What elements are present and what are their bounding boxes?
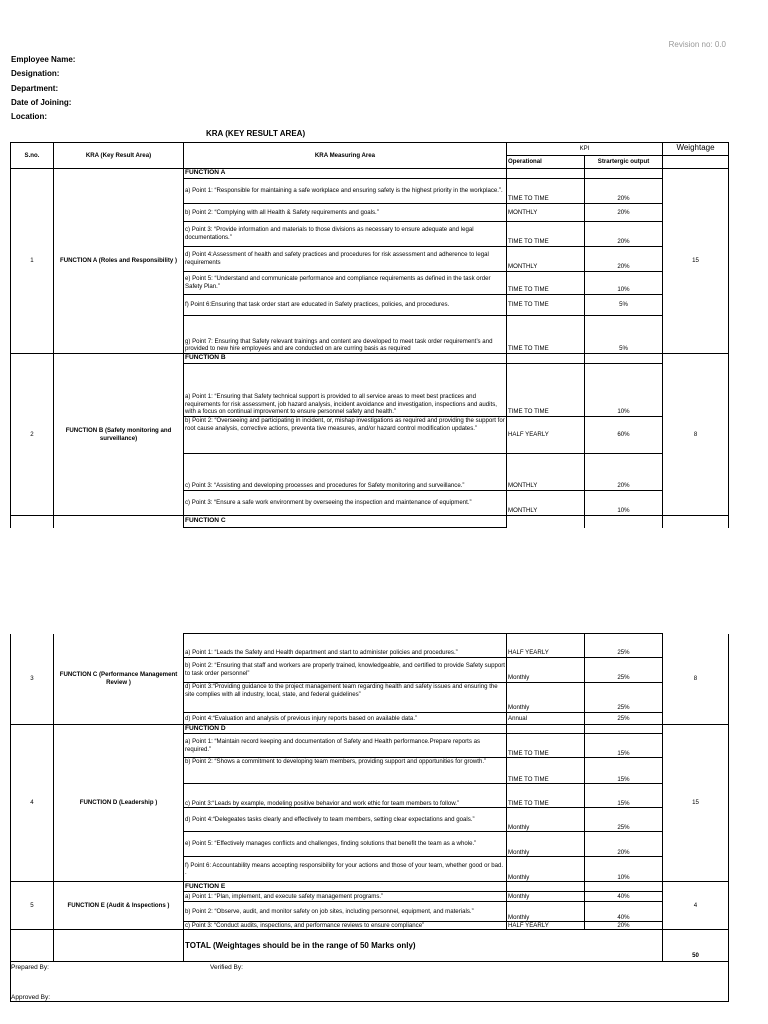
kpi-operational: TIME TO TIME (507, 179, 585, 204)
kpi-operational: Monthly (507, 808, 585, 832)
col-header-weightage: Weightage (663, 143, 729, 156)
kpi-strategic: 5% (585, 295, 663, 316)
kra-point: a) Point 1: “Ensuring that Safety technical support is provided to all service areas to meet best practices and requirements for risk assessment, job hazard analysis, incident avoidance and investigation, inspections and audits, with a focus on continual improvement to ensure personnel safety and health.” (184, 364, 507, 417)
function-name: FUNCTION A (Roles and Responsibility ) (54, 169, 184, 354)
kpi-strategic: 15% (585, 758, 663, 784)
date-of-joining-label: Date of Joining: (11, 98, 72, 107)
function-name: FUNCTION B (Safety monitoring and surveillance) (54, 354, 184, 516)
kra-point: d) Point 4:Assessment of health and safety practices and procedures for risk assessment and adherence to legal requirements (184, 247, 507, 272)
total-label: TOTAL (Weightages should be in the range of 50 Marks only) (184, 930, 663, 962)
kra-point: a) Point 1: “Responsible for maintaining a safe workplace and ensuring safety is the highest priority in the workplace.”. (184, 179, 507, 204)
col-header-operational: Operational (507, 156, 585, 169)
kra-point: a) Point 1: “Maintain record keeping and documentation of Safety and Health performance.Prepare reports as required.” (184, 734, 507, 758)
row-weightage: 15 (663, 169, 729, 354)
function-header: FUNCTION B (184, 354, 507, 364)
kpi-strategic: 10% (585, 491, 663, 516)
kpi-strategic: 20% (585, 832, 663, 857)
function-header: FUNCTION D (184, 725, 507, 734)
kra-point: b) Point 2: “Observe, audit, and monitor safety on job sites, including personnel, equipment, and materials.” (184, 902, 507, 922)
kra-point: a) Point 1: “Leads the Safety and Health department and start to administer policies and procedures.” (184, 634, 507, 658)
kpi-strategic: 15% (585, 734, 663, 758)
kra-table-page-2 (10, 633, 729, 1002)
prepared-by-label: Prepared By: (11, 964, 49, 972)
kra-point: d) Point 4:“Evaluation and analysis of previous injury reports based on available data.” (184, 713, 507, 725)
col-header-kpi: KPI (507, 143, 663, 156)
kpi-strategic: 25% (585, 658, 663, 683)
employee-name-label: Employee Name: (11, 55, 76, 64)
kra-point: a) Point 1: “Plan, implement, and execute safety management programs.” (184, 892, 507, 902)
kpi-operational: Monthly (507, 902, 585, 922)
kpi-strategic: 20% (585, 179, 663, 204)
function-header: FUNCTION C (184, 516, 507, 528)
col-header-measure: KRA Measuring Area (184, 143, 507, 169)
kra-point: c) Point 3: “Ensure a safe work environment by overseeing the inspection and maintenance of equipment.” (184, 491, 507, 516)
kpi-operational: TIME TO TIME (507, 734, 585, 758)
kpi-operational: HALF YEARLY (507, 417, 585, 454)
function-header: FUNCTION A (184, 169, 507, 179)
table-title: KRA (KEY RESULT AREA) (206, 129, 306, 138)
kpi-operational: TIME TO TIME (507, 316, 585, 354)
kpi-strategic: 40% (585, 902, 663, 922)
col-header-strategic: Strartergic output (585, 156, 663, 169)
kra-point: d) Point 4:“Delegeates tasks clearly and effectively to team members, setting clear expectations and goals.” (184, 808, 507, 832)
kpi-strategic: 15% (585, 784, 663, 808)
revision-number: Revision no: 0.0 (668, 40, 726, 49)
kra-point: e) Point 5: “Effectively manages conflicts and challenges, finding solutions that benefit the team as a whole.” (184, 832, 507, 857)
row-sno: 1 (11, 169, 54, 354)
kpi-strategic: 20% (585, 922, 663, 930)
row-weightage: 8 (663, 634, 729, 725)
kpi-strategic: 5% (585, 316, 663, 354)
kpi-strategic: 25% (585, 683, 663, 713)
kra-point: d) Point 3:“Providing guidance to the project management team regarding health and safety issues and ensuring the site complies with all industry, local, state, and federal guidelines” (184, 683, 507, 713)
kpi-strategic: 20% (585, 454, 663, 491)
kra-point: g) Point 7: Ensuring that Safety relevant trainings and content are developed to meet task order requirement’s and provided to new hire employees and are conducted on are curring basis as required (184, 316, 507, 354)
kra-point: f) Point 6:Ensuring that task order start are educated in Safety practices, policies, and procedures. (184, 295, 507, 316)
kpi-operational: Monthly (507, 683, 585, 713)
kpi-strategic: 40% (585, 892, 663, 902)
kpi-operational: HALF YEARLY (507, 922, 585, 930)
col-header-kra: KRA (Key Result Area) (54, 143, 184, 169)
kpi-operational: Annual (507, 713, 585, 725)
kpi-strategic: 20% (585, 222, 663, 247)
kra-point: b) Point 2: “Ensuring that staff and workers are properly trained, knowledgeable, and certified to provide Safety support to task order personnel” (184, 658, 507, 683)
approved-by-label: Approved By: (11, 994, 51, 1002)
kpi-operational: HALF YEARLY (507, 634, 585, 658)
kpi-strategic: 25% (585, 634, 663, 658)
kpi-operational: MONTHLY (507, 454, 585, 491)
kpi-operational: TIME TO TIME (507, 272, 585, 295)
kpi-operational: MONTHLY (507, 491, 585, 516)
kpi-operational: TIME TO TIME (507, 758, 585, 784)
kpi-strategic: 20% (585, 204, 663, 222)
row-sno: 3 (11, 634, 54, 725)
signature-block (11, 962, 729, 1002)
function-name: FUNCTION E (Audit & Inspections ) (54, 882, 184, 930)
kpi-strategic: 10% (585, 364, 663, 417)
kpi-operational: TIME TO TIME (507, 784, 585, 808)
kpi-operational: MONTHLY (507, 247, 585, 272)
row-weightage: 4 (663, 882, 729, 930)
kpi-operational: Monthly (507, 658, 585, 683)
kra-table-page-1 (10, 142, 729, 528)
kpi-operational: Monthly (507, 832, 585, 857)
kpi-operational: TIME TO TIME (507, 222, 585, 247)
function-header: FUNCTION E (184, 882, 507, 892)
kra-point: c) Point 3: “Conduct audits, inspections, and performance reviews to ensure compliance” (184, 922, 507, 930)
kra-point: c) Point 3: “Assisting and developing processes and procedures for Safety monitoring and surveillance.” (184, 454, 507, 491)
kpi-operational: TIME TO TIME (507, 364, 585, 417)
kpi-operational: Monthly (507, 857, 585, 882)
kpi-strategic: 60% (585, 417, 663, 454)
function-name: FUNCTION C (Performance Management Review ) (54, 634, 184, 725)
kra-point: f) Point 6: Accountability means accepting responsibility for your actions and those of your team, whether good or bad. . (184, 857, 507, 882)
row-sno: 5 (11, 882, 54, 930)
kra-point: b) Point 2: “Shows a commitment to developing team members, providing support and opportunities for growth.” (184, 758, 507, 784)
kpi-strategic: 10% (585, 857, 663, 882)
total-weightage: 50 (663, 930, 729, 962)
row-sno: 2 (11, 354, 54, 516)
kpi-operational: TIME TO TIME (507, 295, 585, 316)
kpi-operational: Monthly (507, 892, 585, 902)
department-label: Department: (11, 84, 59, 93)
kpi-operational: MONTHLY (507, 204, 585, 222)
row-weightage: 8 (663, 354, 729, 516)
kpi-strategic: 10% (585, 272, 663, 295)
col-header-sno: S.no. (11, 143, 54, 169)
row-weightage: 15 (663, 725, 729, 882)
kra-point: c) Point 3: “Provide information and materials to those divisions as necessary to ensure adequate and legal documentations.” (184, 222, 507, 247)
kra-point: c) Point 3:“Leads by example, modeling positive behavior and work ethic for team members to follow.” (184, 784, 507, 808)
kra-point: b) Point 2: “Complying with all Health & Safety requirements and goals.” (184, 204, 507, 222)
kra-point: e) Point 5: “Understand and communicate performance and compliance requirements as defined in the task order Safety Plan.” (184, 272, 507, 295)
kpi-strategic: 25% (585, 808, 663, 832)
designation-label: Designation: (11, 69, 60, 78)
function-name: FUNCTION D (Leadership ) (54, 725, 184, 882)
kra-point: b) Point 2: “Overseeing and participating in incident, or, mishap investigations as required and providing the support for root cause analysis, corrective actions, preventa tive measures, and/or hazard control modification updates.” (184, 417, 507, 454)
kpi-strategic: 25% (585, 713, 663, 725)
verified-by-label: Verified By: (210, 964, 243, 972)
location-label: Location: (11, 112, 47, 121)
col-header-weightage-blank (663, 156, 729, 169)
row-sno: 4 (11, 725, 54, 882)
kpi-strategic: 20% (585, 247, 663, 272)
